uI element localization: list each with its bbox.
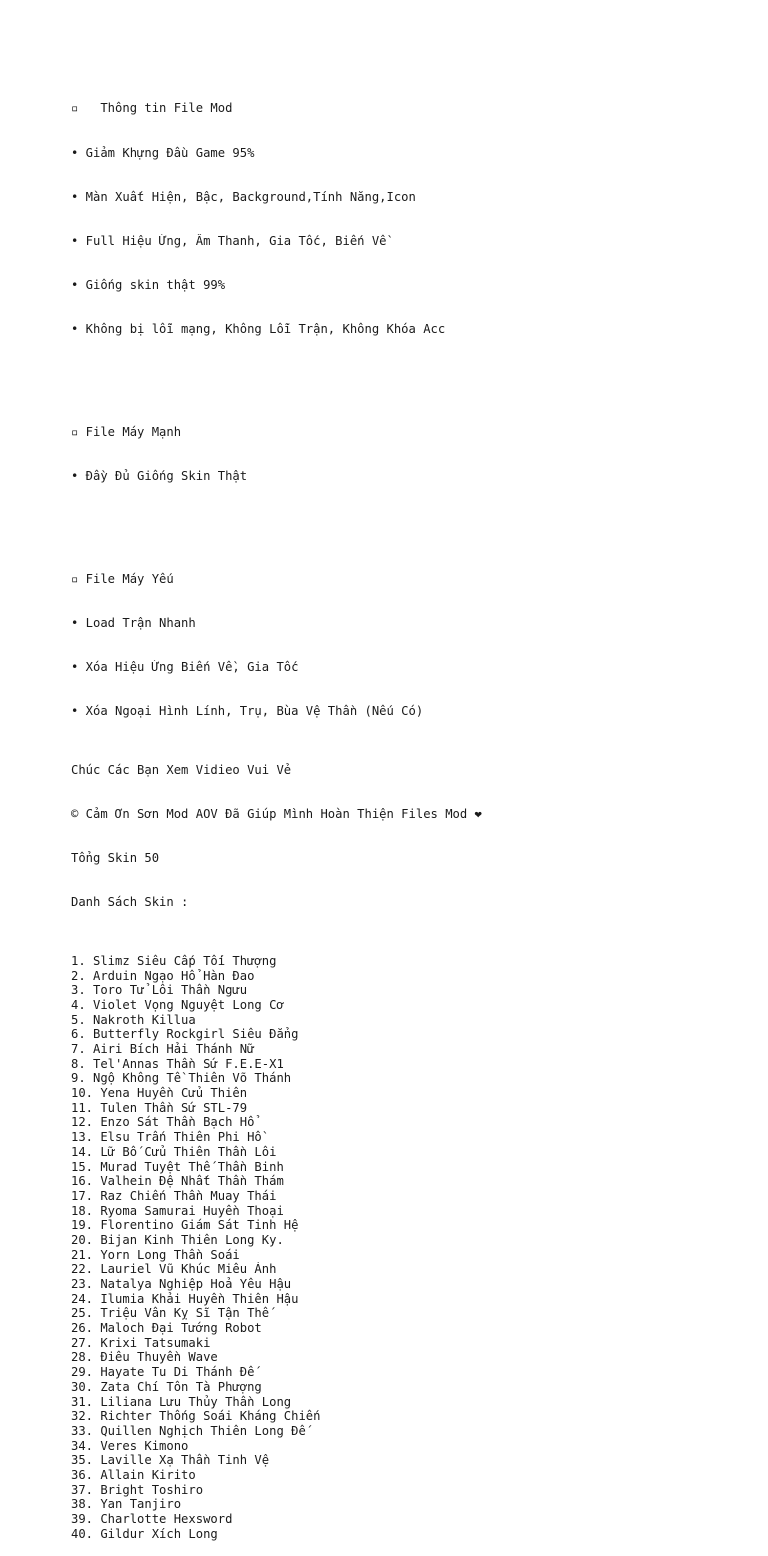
skin-list-item: 5. Nakroth Killua — [71, 1012, 196, 1027]
weak-device-item: • Load Trận Nhanh — [71, 615, 196, 630]
skin-list-item: 31. Liliana Lưu Thủy Thần Long — [71, 1394, 292, 1409]
skin-list-item: 26. Maloch Đại Tướng Robot — [71, 1321, 262, 1336]
wish-line: Chúc Các Bạn Xem Vidieo Vui Vẻ — [71, 762, 292, 777]
skin-list-item: 14. Lữ Bố Cửu Thiên Thần Lôi — [71, 1144, 277, 1159]
weak-device-heading: ▫ File Máy Yếu — [71, 571, 174, 586]
skin-list-item: 6. Butterfly Rockgirl Siêu Đẳng — [71, 1027, 299, 1042]
file-info-item: • Full Hiệu Ứng, Âm Thanh, Gia Tốc, Biến Về — [71, 233, 387, 248]
spacer — [71, 366, 751, 381]
skin-list-item: 13. Elsu Trấn Thiên Phi Hồ — [71, 1130, 262, 1145]
skin-list-item: 12. Enzo Sát Thần Bạch Hổ — [71, 1115, 255, 1130]
skin-list-item: 36. Allain Kirito — [71, 1467, 196, 1482]
skin-list-item: 25. Triệu Vân Kỵ Sĩ Tận Thế — [71, 1306, 270, 1321]
skin-list-item: 32. Richter Thống Soái Kháng Chiến — [71, 1409, 321, 1424]
skin-list-item: 29. Hayate Tu Di Thánh Đế — [71, 1365, 255, 1380]
skin-list-item: 19. Florentino Giám Sát Tinh Hệ — [71, 1218, 299, 1233]
skin-list-item: 27. Krixi Tatsumaki — [71, 1335, 211, 1350]
skin-list-item: 18. Ryoma Samurai Huyền Thoại — [71, 1203, 284, 1218]
skin-list-title: Danh Sách Skin : — [71, 895, 189, 910]
file-info-item: • Giống skin thật 99% — [71, 277, 226, 292]
strong-device-heading: ▫ File Máy Mạnh — [71, 424, 182, 439]
weak-device-item: • Xóa Hiệu Ứng Biến Về, Gia Tốc — [71, 659, 299, 674]
skin-list-item: 11. Tulen Thần Sứ STL-79 — [71, 1100, 248, 1115]
skin-list-item: 24. Ilumia Khải Huyền Thiên Hậu — [71, 1291, 299, 1306]
skin-list-item: 2. Arduin Ngạo Hổ Hàn Đao — [71, 968, 255, 983]
skin-list-item: 17. Raz Chiến Thần Muay Thái — [71, 1188, 277, 1203]
skin-list-item: 4. Violet Vọng Nguyệt Long Cơ — [71, 997, 284, 1012]
skin-list-item: 1. Slimz Siêu Cấp Tối Thượng — [71, 953, 277, 968]
skin-list-item: 28. Điêu Thuyền Wave — [71, 1350, 218, 1365]
skin-list-item: 33. Quillen Nghịch Thiên Long Đế — [71, 1423, 306, 1438]
file-info-heading: ▫ Thông tin File Mod — [71, 101, 233, 116]
document-body — [71, 72, 751, 1556]
skin-list-item: 9. Ngộ Không Tề Thiên Võ Thánh — [71, 1071, 292, 1086]
file-info-item: • Màn Xuất Hiện, Bậc, Background,Tính Năng,Icon — [71, 189, 416, 204]
skin-list-item: 38. Yan Tanjiro — [71, 1497, 182, 1512]
spacer — [71, 513, 751, 528]
file-info-item: • Giảm Khựng Đầu Game 95% — [71, 145, 255, 160]
skin-list-item: 35. Laville Xạ Thần Tinh Vệ — [71, 1453, 270, 1468]
skin-list-item: 7. Airi Bích Hải Thánh Nữ — [71, 1042, 255, 1057]
skin-list-item: 22. Lauriel Vũ Khúc Miêu Ảnh — [71, 1262, 277, 1277]
skin-list-item: 21. Yorn Long Thần Soái — [71, 1247, 240, 1262]
skin-list-item: 37. Bright Toshiro — [71, 1482, 204, 1497]
weak-device-item: • Xóa Ngoại Hình Lính, Trụ, Bùa Vệ Thần (Nếu Có) — [71, 704, 424, 719]
skin-list-item: 30. Zata Chí Tôn Tà Phượng — [71, 1379, 262, 1394]
skin-list-item: 3. Toro Tử Lôi Thần Ngưu — [71, 983, 248, 998]
strong-device-item: • Đầy Đủ Giống Skin Thật — [71, 468, 248, 483]
file-info-item: • Không bị lỗi mạng, Không Lỗi Trận, Không Khóa Acc — [71, 321, 446, 336]
skin-list-item: 16. Valhein Đệ Nhất Thần Thám — [71, 1174, 284, 1189]
skin-list-item: 34. Veres Kimono — [71, 1438, 189, 1453]
skin-total: Tổng Skin 50 — [71, 851, 160, 866]
skin-list-item: 20. Bijan Kinh Thiên Long Ky. — [71, 1232, 284, 1247]
skin-list-item: 10. Yena Huyền Cửu Thiên — [71, 1086, 248, 1101]
skin-list-item: 8. Tel'Annas Thần Sứ F.E.E-X1 — [71, 1056, 284, 1071]
credit-line: © Cảm Ơn Sơn Mod AOV Đã Giúp Mình Hoàn Thiện Files Mod ❤ — [71, 806, 482, 821]
skin-list — [71, 954, 751, 1542]
skin-list-item: 15. Murad Tuyệt Thế Thần Binh — [71, 1159, 284, 1174]
skin-list-item: 40. Gildur Xích Long — [71, 1526, 218, 1541]
skin-list-item: 23. Natalya Nghiệp Hoả Yêu Hậu — [71, 1277, 292, 1292]
skin-list-item: 39. Charlotte Hexsword — [71, 1512, 233, 1527]
